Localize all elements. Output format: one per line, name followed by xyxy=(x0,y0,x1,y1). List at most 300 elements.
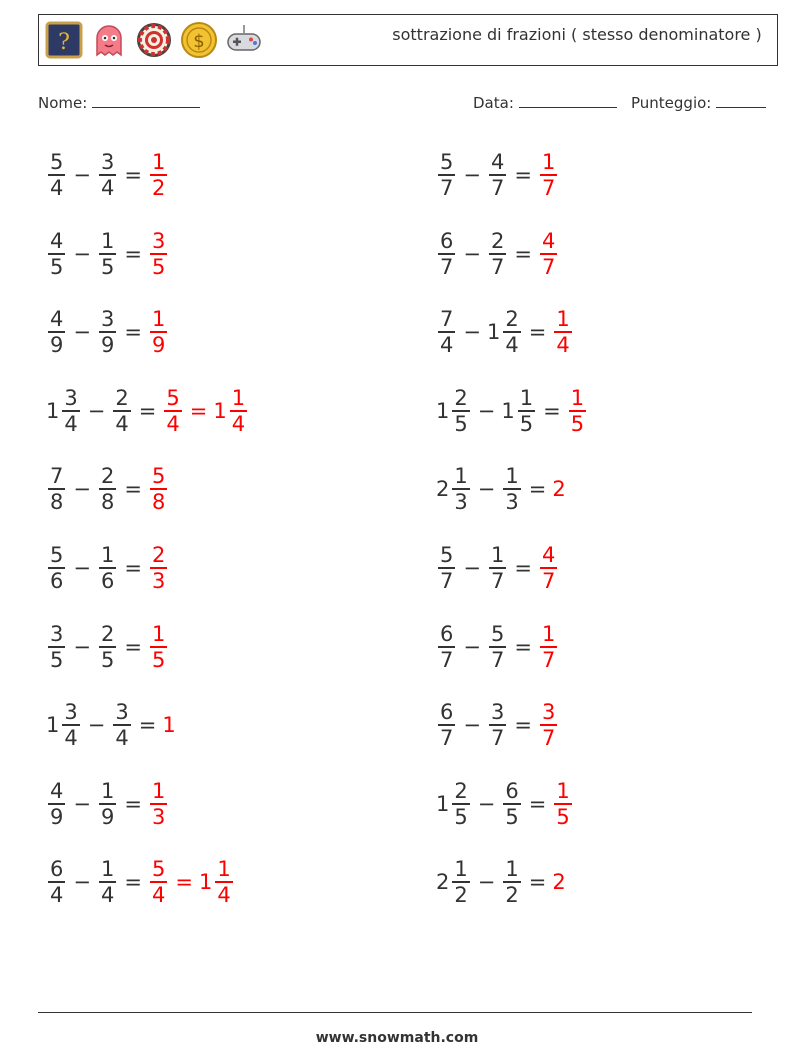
fraction xyxy=(540,229,557,279)
denominator: 7 xyxy=(490,647,505,672)
worksheet-header xyxy=(38,14,778,66)
numerator: 6 xyxy=(440,621,454,646)
mixed-number xyxy=(46,700,82,750)
footer-divider xyxy=(38,1012,752,1013)
denominator: 9 xyxy=(100,804,115,829)
denominator: 4 xyxy=(50,883,64,908)
equals-sign: = xyxy=(124,241,142,266)
numerator: 3 xyxy=(541,700,556,725)
mixed-number xyxy=(97,779,118,829)
numerator: 4 xyxy=(50,307,64,332)
equals-sign: = xyxy=(124,320,142,345)
denominator: 4 xyxy=(556,333,570,358)
whole-part: 1 xyxy=(486,320,501,345)
answer xyxy=(148,307,169,357)
minus-sign: − xyxy=(73,556,91,580)
coin-icon xyxy=(180,21,218,59)
answer xyxy=(148,464,169,514)
answer xyxy=(538,622,559,672)
denominator: 2 xyxy=(454,883,468,908)
minus-sign: − xyxy=(73,870,91,895)
numerator: 1 xyxy=(490,543,505,567)
numerator: 1 xyxy=(556,307,570,332)
denominator: 4 xyxy=(100,176,115,200)
denominator: 5 xyxy=(570,411,585,436)
equals-sign: = xyxy=(528,477,547,502)
mixed-number xyxy=(46,622,67,672)
numerator: 5 xyxy=(50,150,64,174)
equals-sign: = xyxy=(124,477,142,502)
mixed-number xyxy=(46,386,82,436)
fraction xyxy=(113,386,130,436)
fraction xyxy=(438,543,455,593)
numerator: 1 xyxy=(217,857,231,882)
fraction xyxy=(113,700,130,750)
numerator: 3 xyxy=(151,228,166,253)
denominator: 5 xyxy=(454,411,468,436)
denominator: 5 xyxy=(50,254,64,279)
answer-equals-sign: = xyxy=(189,398,208,423)
denominator: 7 xyxy=(440,726,454,751)
denominator: 7 xyxy=(541,569,556,593)
numerator: 4 xyxy=(541,228,556,253)
fraction xyxy=(48,229,65,279)
problem-item xyxy=(46,459,169,519)
numerator: 2 xyxy=(100,464,115,489)
svg-text:?: ? xyxy=(58,30,70,55)
numerator: 2 xyxy=(490,228,505,253)
minus-sign: − xyxy=(463,556,481,580)
denominator: 4 xyxy=(440,333,454,358)
fraction xyxy=(150,622,167,672)
fraction xyxy=(48,307,65,357)
date-label: Data: xyxy=(473,94,514,112)
numerator: 4 xyxy=(490,150,505,174)
whole-part: 2 xyxy=(552,477,566,502)
numerator: 5 xyxy=(151,857,166,882)
mixed-number xyxy=(436,700,457,750)
mixed-number xyxy=(111,386,132,436)
problem-item xyxy=(46,145,169,205)
numerator: 1 xyxy=(454,464,468,489)
fraction xyxy=(48,857,65,907)
fraction xyxy=(99,779,116,829)
whole-part: 1 xyxy=(436,398,450,423)
fraction xyxy=(48,543,65,593)
equals-sign: = xyxy=(124,163,142,187)
mixed-number xyxy=(97,229,118,279)
mixed-number xyxy=(46,307,67,357)
denominator: 6 xyxy=(50,569,64,593)
mixed-number xyxy=(501,464,522,514)
mixed-number xyxy=(436,857,472,907)
numerator: 6 xyxy=(440,228,454,253)
answer xyxy=(199,857,235,907)
numerator: 3 xyxy=(115,700,129,725)
denominator: 7 xyxy=(440,254,454,279)
date-field xyxy=(473,93,617,112)
minus-sign: − xyxy=(477,791,496,816)
fraction xyxy=(150,229,167,279)
mixed-number xyxy=(436,622,457,672)
minus-sign: − xyxy=(73,163,91,187)
answer xyxy=(213,386,249,436)
numerator: 1 xyxy=(541,621,556,646)
numerator: 1 xyxy=(100,543,115,567)
answer xyxy=(552,870,566,894)
numerator: 7 xyxy=(50,464,64,489)
numerator: 1 xyxy=(231,385,246,410)
denominator: 7 xyxy=(490,726,505,751)
mixed-number xyxy=(46,150,67,200)
minus-sign: − xyxy=(477,398,496,423)
numerator: 5 xyxy=(440,150,454,174)
date-blank[interactable] xyxy=(519,93,617,108)
numerator: 3 xyxy=(490,700,505,725)
fraction xyxy=(150,307,167,357)
fraction xyxy=(62,700,79,750)
numerator: 5 xyxy=(490,621,505,646)
denominator: 5 xyxy=(151,254,166,279)
answer xyxy=(148,622,169,672)
mixed-number xyxy=(487,150,508,200)
problem-item xyxy=(46,774,169,834)
equals-sign: = xyxy=(514,241,532,266)
denominator: 2 xyxy=(505,883,519,908)
whole-part: 2 xyxy=(436,477,450,502)
denominator: 7 xyxy=(490,254,505,279)
denominator: 4 xyxy=(151,883,166,908)
denominator: 7 xyxy=(490,176,505,200)
numerator: 5 xyxy=(151,464,166,489)
denominator: 8 xyxy=(50,490,64,515)
minus-sign: − xyxy=(73,634,91,659)
mixed-number xyxy=(436,464,472,514)
denominator: 5 xyxy=(454,804,468,829)
denominator: 7 xyxy=(541,726,556,751)
equals-sign: = xyxy=(138,713,157,738)
mixed-number xyxy=(436,229,457,279)
numerator: 5 xyxy=(50,543,64,567)
problem-item xyxy=(46,302,169,362)
answer xyxy=(162,386,183,436)
fraction xyxy=(150,150,167,200)
denominator: 5 xyxy=(100,254,115,279)
fraction xyxy=(489,229,506,279)
numerator: 1 xyxy=(100,228,115,253)
equals-sign: = xyxy=(124,870,142,895)
denominator: 9 xyxy=(151,333,166,358)
problem-item xyxy=(436,145,559,205)
equals-sign: = xyxy=(514,634,532,659)
fraction xyxy=(540,150,557,200)
minus-sign: − xyxy=(73,477,91,502)
answer xyxy=(538,150,559,200)
fraction xyxy=(164,386,181,436)
denominator: 4 xyxy=(64,726,78,751)
fraction xyxy=(540,622,557,672)
problem-item xyxy=(436,538,559,598)
fraction xyxy=(99,543,116,593)
numerator: 3 xyxy=(64,385,78,410)
fraction xyxy=(489,150,506,200)
problem-item xyxy=(46,381,249,441)
mixed-number xyxy=(97,464,118,514)
denominator: 4 xyxy=(115,411,129,436)
denominator: 4 xyxy=(64,411,78,436)
score-blank[interactable] xyxy=(716,93,766,108)
numerator: 7 xyxy=(440,307,454,332)
numerator: 1 xyxy=(151,150,166,174)
mixed-number xyxy=(97,622,118,672)
denominator: 8 xyxy=(151,490,166,515)
fraction xyxy=(554,307,571,357)
mixed-number xyxy=(436,779,472,829)
mixed-number xyxy=(436,543,457,593)
score-field xyxy=(631,93,766,112)
numerator: 1 xyxy=(151,621,166,646)
denominator: 7 xyxy=(541,647,556,672)
answer xyxy=(538,543,559,593)
fraction xyxy=(99,150,116,200)
minus-sign: − xyxy=(463,320,481,345)
fraction xyxy=(150,464,167,514)
denominator: 5 xyxy=(151,647,166,672)
mixed-number xyxy=(46,543,67,593)
fraction xyxy=(215,857,232,907)
problem-item xyxy=(46,538,169,598)
worksheet-title: sottrazione di frazioni ( stesso denominatore ) xyxy=(392,25,762,44)
numerator: 1 xyxy=(519,385,534,410)
whole-part: 2 xyxy=(552,870,566,895)
ghost-icon xyxy=(90,21,128,59)
denominator: 5 xyxy=(505,804,519,829)
answer xyxy=(148,857,169,907)
denominator: 2 xyxy=(151,176,166,200)
numerator: 5 xyxy=(166,385,180,410)
denominator: 7 xyxy=(440,569,454,593)
minus-sign: − xyxy=(463,241,481,266)
answer xyxy=(538,229,559,279)
fraction xyxy=(569,386,586,436)
mixed-number xyxy=(501,857,522,907)
minus-sign: − xyxy=(73,320,91,345)
fraction xyxy=(503,779,520,829)
numerator: 3 xyxy=(64,700,78,725)
mixed-number xyxy=(46,857,67,907)
footer-url: www.snowmath.com xyxy=(315,1030,479,1046)
answer xyxy=(538,700,559,750)
equals-sign: = xyxy=(528,791,547,816)
numerator: 4 xyxy=(50,228,64,253)
answer xyxy=(552,779,573,829)
fraction xyxy=(438,229,455,279)
numerator: 5 xyxy=(440,543,454,567)
mixed-number xyxy=(436,150,457,200)
whole-part: 1 xyxy=(436,791,450,816)
fraction xyxy=(503,857,520,907)
fraction xyxy=(540,700,557,750)
numerator: 1 xyxy=(505,464,519,489)
fraction xyxy=(489,543,506,593)
problem-item xyxy=(46,617,169,677)
denominator: 7 xyxy=(490,569,505,593)
whole-part: 1 xyxy=(46,398,60,423)
fraction xyxy=(150,779,167,829)
mixed-number xyxy=(97,543,118,593)
minus-sign: − xyxy=(73,791,91,816)
minus-sign: − xyxy=(463,713,481,738)
denominator: 7 xyxy=(541,254,556,279)
icon-strip xyxy=(45,21,263,59)
minus-sign: − xyxy=(73,241,91,266)
question-icon xyxy=(45,21,83,59)
denominator: 4 xyxy=(115,726,129,751)
denominator: 5 xyxy=(556,804,570,829)
mixed-number xyxy=(46,229,67,279)
numerator: 1 xyxy=(570,385,585,410)
fraction xyxy=(452,857,469,907)
fraction xyxy=(489,700,506,750)
fraction xyxy=(48,150,65,200)
numerator: 1 xyxy=(541,150,556,174)
numerator: 4 xyxy=(541,543,556,567)
fraction xyxy=(99,307,116,357)
fraction xyxy=(518,386,535,436)
minus-sign: − xyxy=(477,477,496,502)
fraction xyxy=(438,700,455,750)
fraction xyxy=(99,229,116,279)
whole-part: 1 xyxy=(46,713,60,738)
name-blank[interactable] xyxy=(92,93,200,108)
numerator: 2 xyxy=(100,621,115,646)
fraction xyxy=(438,622,455,672)
numerator: 2 xyxy=(505,307,519,332)
mixed-number xyxy=(111,700,132,750)
mixed-number xyxy=(487,229,508,279)
score-label: Punteggio: xyxy=(631,94,712,112)
mixed-number xyxy=(97,307,118,357)
answer xyxy=(148,779,169,829)
numerator: 6 xyxy=(505,778,519,803)
numerator: 2 xyxy=(454,385,468,410)
denominator: 9 xyxy=(100,333,115,358)
denominator: 9 xyxy=(50,804,64,829)
fraction xyxy=(438,150,455,200)
problem-item xyxy=(436,302,574,362)
mixed-number xyxy=(487,622,508,672)
problem-item xyxy=(436,459,567,519)
numerator: 1 xyxy=(556,778,570,803)
fraction xyxy=(452,464,469,514)
denominator: 5 xyxy=(100,647,115,672)
denominator: 6 xyxy=(100,569,115,593)
denominator: 4 xyxy=(50,176,64,200)
mixed-number xyxy=(97,150,118,200)
equals-sign: = xyxy=(124,791,142,816)
whole-part: 1 xyxy=(213,398,227,423)
denominator: 4 xyxy=(217,883,231,908)
fraction xyxy=(230,386,247,436)
fraction xyxy=(99,857,116,907)
fraction xyxy=(99,622,116,672)
whole-part: 1 xyxy=(501,398,515,423)
mixed-number xyxy=(46,779,67,829)
name-label: Nome: xyxy=(38,94,88,112)
equals-sign: = xyxy=(543,398,561,423)
denominator: 5 xyxy=(50,647,64,672)
whole-part: 1 xyxy=(162,713,176,738)
numerator: 2 xyxy=(454,778,468,803)
equals-sign: = xyxy=(138,398,157,423)
mixed-number xyxy=(487,700,508,750)
fraction xyxy=(62,386,79,436)
mixed-number xyxy=(46,464,67,514)
numerator: 1 xyxy=(454,857,468,882)
svg-text:$: $ xyxy=(193,31,205,52)
problem-item xyxy=(46,224,169,284)
numerator: 6 xyxy=(50,857,64,882)
fraction xyxy=(48,464,65,514)
numerator: 2 xyxy=(151,543,166,567)
mixed-number xyxy=(487,543,508,593)
answer xyxy=(162,713,176,737)
numerator: 3 xyxy=(100,307,115,332)
denominator: 8 xyxy=(100,490,115,515)
fraction xyxy=(452,779,469,829)
problem-item xyxy=(436,852,567,912)
mixed-number xyxy=(436,307,457,357)
denominator: 3 xyxy=(151,804,166,829)
answer xyxy=(148,150,169,200)
gamepad-icon xyxy=(225,21,263,59)
numerator: 1 xyxy=(100,778,115,803)
fraction xyxy=(48,622,65,672)
denominator: 9 xyxy=(50,333,64,358)
denominator: 4 xyxy=(505,333,519,358)
fraction xyxy=(540,543,557,593)
fraction xyxy=(503,307,520,357)
fraction xyxy=(99,464,116,514)
name-field xyxy=(38,93,200,112)
denominator: 3 xyxy=(151,569,166,593)
denominator: 7 xyxy=(440,176,454,200)
fraction xyxy=(48,779,65,829)
minus-sign: − xyxy=(463,163,481,187)
minus-sign: − xyxy=(87,398,106,423)
mixed-number xyxy=(501,779,522,829)
fraction xyxy=(554,779,571,829)
denominator: 5 xyxy=(519,411,534,436)
mixed-number xyxy=(487,307,523,357)
numerator: 1 xyxy=(151,307,166,332)
fraction xyxy=(452,386,469,436)
denominator: 3 xyxy=(454,490,468,515)
denominator: 4 xyxy=(166,411,180,436)
fraction xyxy=(503,464,520,514)
denominator: 7 xyxy=(541,176,556,200)
denominator: 3 xyxy=(505,490,519,515)
answer xyxy=(552,307,573,357)
numerator: 1 xyxy=(100,857,115,882)
problem-item xyxy=(436,381,588,441)
minus-sign: − xyxy=(477,870,496,895)
numerator: 1 xyxy=(505,857,519,882)
fraction xyxy=(438,307,455,357)
numerator: 1 xyxy=(151,778,166,803)
dartboard-icon xyxy=(135,21,173,59)
fraction xyxy=(150,857,167,907)
